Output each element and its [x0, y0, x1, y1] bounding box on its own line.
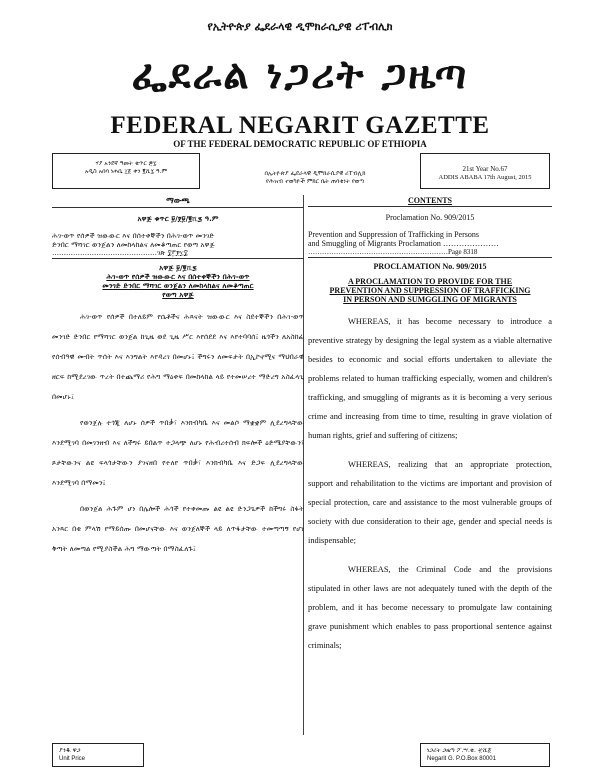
english-column [308, 196, 552, 665]
issuer-line-2: የሕዝብ ተወካዮች ምክር ቤት ጠባቂነት የወጣ [266, 178, 364, 185]
preamble-paragraph-3-amharic: በወንጀል ሕጉም ሆነ በሌሎች ሕጎች የተቀመጡ ልዩ ልዩ ድንጋጌዎች ከችግሩ ስፋት አንጻር በቂ ምላሽ የማይሰጡ በመሆናቸው እና ወንጀለኞች ላይ ለጥፋታቸው ተመጣጣኝ የሆነ ቅጣት ለመጣል የሚያስችል ሕግ ማውጣት በማስፈለጉ፤ [52, 504, 304, 553]
unit-price-amharic: ያንዱ ዋጋ [59, 747, 81, 754]
unit-price-box [52, 743, 144, 767]
po-box-amharic: ነጋሪት ጋዜጣ ፖ.ሣ.ቁ. ፹ሺ፩ [427, 747, 492, 754]
toc-entry-line-2-english: and Smuggling of Migrants Proclamation ………………… [308, 239, 499, 248]
proclamation-title-line-2-english: PREVENTION AND SUPPRESSION OF TRAFFICKING [329, 286, 531, 295]
masthead-subtitle-english: OF THE FEDERAL DEMOCRATIC REPUBLIC OF ETHIOPIA [173, 139, 427, 149]
po-box-english: Negarit G. P.O.Box 80001 [427, 756, 496, 762]
masthead-title-amharic: ፌደራል ነጋሪት ጋዜጣ [131, 52, 469, 98]
amharic-column [52, 196, 304, 565]
preamble-paragraph-3-english: WHEREAS, the Criminal Code and the provisions stipulated in other laws are not adequately tuned with the depth of the problem, and it has become necessary to promulgate law containing grave punishment which enables to pass proportional sentence against criminals; [308, 565, 552, 650]
masthead-title-english: FEDERAL NEGARIT GAZETTE [110, 112, 490, 139]
toc-proclamation-number-english: Proclamation No. 909/2015 [385, 213, 475, 222]
toc-proclamation-number-amharic: አዋጅ ቁጥር ፱/፻፱/፪ሺ፯ ዓ.ም [137, 214, 219, 223]
toc-entry-line-1-amharic: ሕገ-ወጥ የሰዎች ዝውውር እና በሰተቀኞችን በሕገ-ወጥ መንገድ [52, 231, 215, 240]
issuer-note [225, 170, 405, 186]
toc-entry-line-1-english: Prevention and Suppression of Trafficking in Persons [308, 230, 479, 239]
issue-place-date: ADDIS ABABA 17th August, 2015 [438, 174, 532, 181]
proclamation-title-line-1-english: A PROCLAMATION TO PROVIDE FOR THE [347, 277, 513, 286]
toc-entry-page-english: ……………………………………………………Page 8318 [308, 248, 552, 258]
preamble-paragraph-1-english: WHEREAS, it has become necessary to introduce a preventive strategy by designing the legal system as a viable alternative besides to economic and social efforts undertaken to alleviate the problems related to human trafficking especially, women and children's trafficking, and smuggling of migrants as it is becoming a very serious crime and increasing from time to time, resulting in grave violation of human rights, grief and suffering of citizens; [308, 317, 552, 440]
preamble-paragraph-2-amharic: የወንጀሉ ተጎጂ ለሆኑ ሰዎች ጥበቃ፣ እንክብካቤ እና መልሶ ማቋቋም ሊደረግላቸው እንደሚገባ በመገንዘብ እና ለችግሩ ይበልጥ ተጋላጭ ለሆኑ የሕብረተሰብ ክፍሎች ዕድሜያቸውን፣ ጾታቸውንና ልዩ ፍላጎታቸውን ያገናዘበ የተለየ ጥበቃ፣ እንክብካቤ እና ድጋፍ ሊደረግላቸው እንደሚገባ በማመን፤ [52, 418, 304, 487]
masthead-top-amharic: የኢትዮጵያ ፌደራላዊ ዲሞክራሲያዊ ሪፐብሊክ [207, 20, 393, 33]
toc-entry-line-2-amharic: ድንበር ማሻገር ወንጀልን ለመከላከልና ለመቆጣጠር የወጣ አዋጅ [52, 240, 215, 249]
preamble-paragraph-1-amharic: ሕገ-ወጥ የሰዎች በተለይም የሴቶችና ሕጻናት ዝውውር እና ስደተኞችን በሕገ-ወጥ መንገድ ድንበር የማሻገር ወንጀል ከጊዜ ወደ ጊዜ ሥር እየሰደደ እና እየተባባሰ፤ ዜጎችን ለአስከፊ የሰብዓዊ መብት ጥሰት እና እንግልት እየዳረገ በመሆኑ፤ ችግሩን ለመፍታት በኢኮኖሚና ማህበራዊ ዘርፍ ከሚደረገው ጥረት በተጨማሪ የሕግ ማዕቀፍ በመከላከል ላይ የተመሠረተ ማድረግ አስፈላጊ በመሆኑ፤ [52, 312, 304, 401]
proclamation-heading-amharic: አዋጅ ፱/፪ሺ፯ [159, 263, 197, 272]
contents-heading-amharic: ማውጫ [52, 196, 304, 208]
unit-price-english: Unit Price [59, 756, 86, 762]
issue-year-number: 21st Year No.67 [462, 165, 508, 173]
contents-heading-english: CONTENTS [308, 196, 552, 207]
issue-info-box-amharic [52, 153, 200, 189]
issuer-line-1: በኢትዮጵያ ፌደራላዊ ዲሞክራሲያዊ ሪፐብሊክ [264, 170, 366, 177]
issue-year-amharic: ሃያ አንደኛ ዓመት ቁጥር ፷፯ [95, 160, 157, 167]
po-box-box [420, 743, 550, 767]
toc-entry-page-amharic: ………………………………………ገጽ ፰፫፻፲፰ [52, 249, 304, 259]
proclamation-title-line-3-english: IN PERSON AND SUMGGLING OF MIGRANTS [343, 295, 517, 304]
proclamation-title-line-2-amharic: መንገድ ድንበር ማሻገር ወንጀልን ለመከላከልና ለመቆጣጠር [102, 281, 254, 290]
proclamation-heading-english: PROCLAMATION No. 909/2015 [373, 262, 487, 271]
preamble-paragraph-2-english: WHEREAS, realizing that an appropriate protection, support and rehabilitation to the victims are important and provision of special protection, care and assistance to the most vulnerable groups of society with due consideration to their age, gender and special needs is indispensable; [308, 460, 552, 545]
issue-date-amharic: አዲስ አበባ ነሐሴ ፲፩ ቀን ፪ሺ፯ ዓ.ም [84, 168, 168, 175]
proclamation-title-line-3-amharic: የወጣ አዋጅ [162, 290, 194, 299]
proclamation-title-line-1-amharic: ሕገ-ወጥ የሰዎች ዝውውር እና በሰተቀኞችን በሕገ-ወጥ [106, 272, 250, 281]
